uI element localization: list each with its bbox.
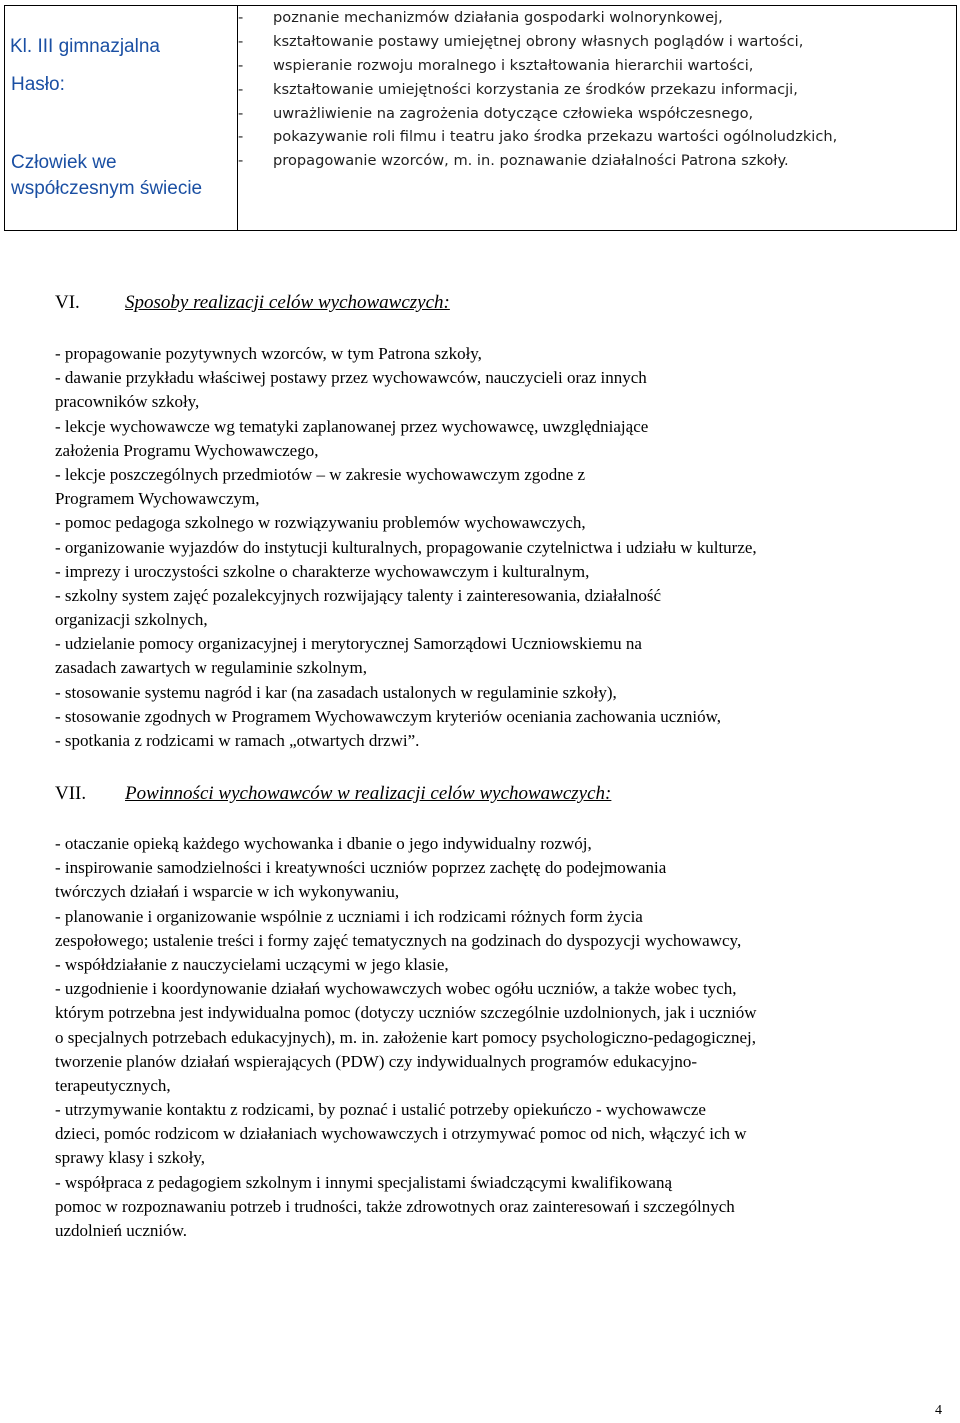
goal-item: - wspieranie rozwoju moralnego i kształtowania hierarchii wartości, <box>238 56 754 74</box>
goal-item: - kształtowanie postawy umiejętnej obrony własnych poglądów i wartości, <box>238 33 804 51</box>
list-item: - planowanie i organizowanie wspólnie z uczniami i ich rodzicami różnych form życia <box>55 906 643 926</box>
class-goals-table <box>4 5 957 231</box>
class-name: Kl. III gimnazjalna <box>10 36 160 57</box>
list-item: którym potrzebna jest indywidualna pomoc (dotyczy uczniów szczególnie uzdolnionych, jak i uczniów <box>55 1003 757 1023</box>
section-vi-list <box>55 342 935 753</box>
list-item: - inspirowanie samodzielności i kreatywności uczniów poprzez zachętę do podejmowania <box>55 858 667 878</box>
list-item: sprawy klasy i szkoły, <box>55 1148 205 1168</box>
list-item: terapeutycznych, <box>55 1075 171 1095</box>
class-cell <box>5 6 238 231</box>
motto-label: Hasło: <box>11 74 65 95</box>
goals-cell <box>238 6 957 231</box>
list-item: - otaczanie opieką każdego wychowanka i dbanie o jego indywidualny rozwój, <box>55 834 592 853</box>
list-item: uzdolnień uczniów. <box>55 1221 188 1240</box>
list-item: - uzgodnienie i koordynowanie działań wychowawczych wobec ogółu uczniów, a także wobec tych, <box>55 979 737 999</box>
motto-text: Człowiek we współczesnym świecie <box>11 152 203 199</box>
list-item: - organizowanie wyjazdów do instytucji kulturalnych, propagowanie czytelnictwa i udziału w kulturze, <box>55 537 757 557</box>
section-vi-heading <box>55 292 450 314</box>
list-item: - lekcje wychowawcze wg tematyki zaplanowanej przez wychowawcę, uwzględniające <box>55 416 649 436</box>
section-title: Powinności wychowawców w realizacji celów wychowawczych: <box>125 783 612 804</box>
list-item: - współpraca z pedagogiem szkolnym i innymi specjalistami świadczącymi kwalifikowaną <box>55 1172 673 1192</box>
list-item: - szkolny system zajęć pozalekcyjnych rozwijający talenty i zainteresowania, działalność <box>55 585 662 605</box>
goal-item: - poznanie mechanizmów działania gospodarki wolnorynkowej, <box>238 9 723 27</box>
list-item: Programem Wychowawczym, <box>55 489 260 509</box>
list-item: dzieci, pomóc rodzicom w działaniach wychowawczych i otrzymywać pomoc od nich, włączyć ich w <box>55 1124 747 1144</box>
list-item: - lekcje poszczególnych przedmiotów – w zakresie wychowawczym zgodne z <box>55 464 586 484</box>
list-item: organizacji szkolnych, <box>55 610 208 630</box>
list-item: - imprezy i uroczystości szkolne o charakterze wychowawczym i kulturalnym, <box>55 561 590 581</box>
section-title: Sposoby realizacji celów wychowawczych: <box>125 292 450 313</box>
section-vii-list <box>55 832 935 1243</box>
section-vii-heading <box>55 783 611 805</box>
list-item: pomoc w rozpoznawaniu potrzeb i trudności, także zdrowotnych oraz zainteresowań i szczególnych <box>55 1196 735 1216</box>
list-item: zespołowego; ustalenie treści i formy zajęć tematycznych na godzinach do dyspozycji wychowawcy, <box>55 930 742 950</box>
goal-item: - propagowanie wzorców, m. in. poznawanie działalności Patrona szkoły. <box>238 152 789 170</box>
list-item: twórczych działań i wsparcie w ich wykonywaniu, <box>55 882 400 902</box>
list-item: - dawanie przykładu właściwej postawy przez wychowawców, nauczycieli oraz innych <box>55 368 647 388</box>
section-number: VI. <box>55 292 80 313</box>
list-item: - udzielanie pomocy organizacyjnej i merytorycznej Samorządowi Uczniowskiemu na <box>55 634 642 654</box>
list-item: zasadach zawartych w regulaminie szkolnym, <box>55 658 368 678</box>
list-item: - utrzymywanie kontaktu z rodzicami, by poznać i ustalić potrzeby opiekuńczo - wychowawcze <box>55 1100 706 1120</box>
goal-item: - uwrażliwienie na zagrożenia dotyczące człowieka współczesnego, <box>238 104 754 122</box>
list-item: - stosowanie zgodnych w Programem Wychowawczym kryteriów oceniania zachowania uczniów, <box>55 706 721 726</box>
list-item: założenia Programu Wychowawczego, <box>55 440 319 460</box>
list-item: tworzenie planów działań wspierających (PDW) czy indywidualnych programów edukacyjno- <box>55 1051 697 1071</box>
list-item: - propagowanie pozytywnych wzorców, w tym Patrona szkoły, <box>55 344 482 363</box>
list-item: - stosowanie systemu nagród i kar (na zasadach ustalonych w regulaminie szkoły), <box>55 682 617 702</box>
list-item: pracowników szkoły, <box>55 392 200 412</box>
goal-item: - kształtowanie umiejętności korzystania ze środków przekazu informacji, <box>238 80 798 98</box>
goal-item: - pokazywanie roli filmu i teatru jako środka przekazu wartości ogólnoludzkich, <box>238 128 838 146</box>
list-item: o specjalnych potrzebach edukacyjnych), m. in. założenie kart pomocy psychologiczno-pedagogicznej, <box>55 1027 756 1047</box>
section-number: VII. <box>55 783 87 804</box>
list-item: - pomoc pedagoga szkolnego w rozwiązywaniu problemów wychowawczych, <box>55 513 586 533</box>
page-number: 4 <box>935 1403 942 1418</box>
list-item: - współdziałanie z nauczycielami uczącymi w jego klasie, <box>55 954 449 974</box>
list-item: - spotkania z rodzicami w ramach „otwartych drzwi”. <box>55 731 420 750</box>
